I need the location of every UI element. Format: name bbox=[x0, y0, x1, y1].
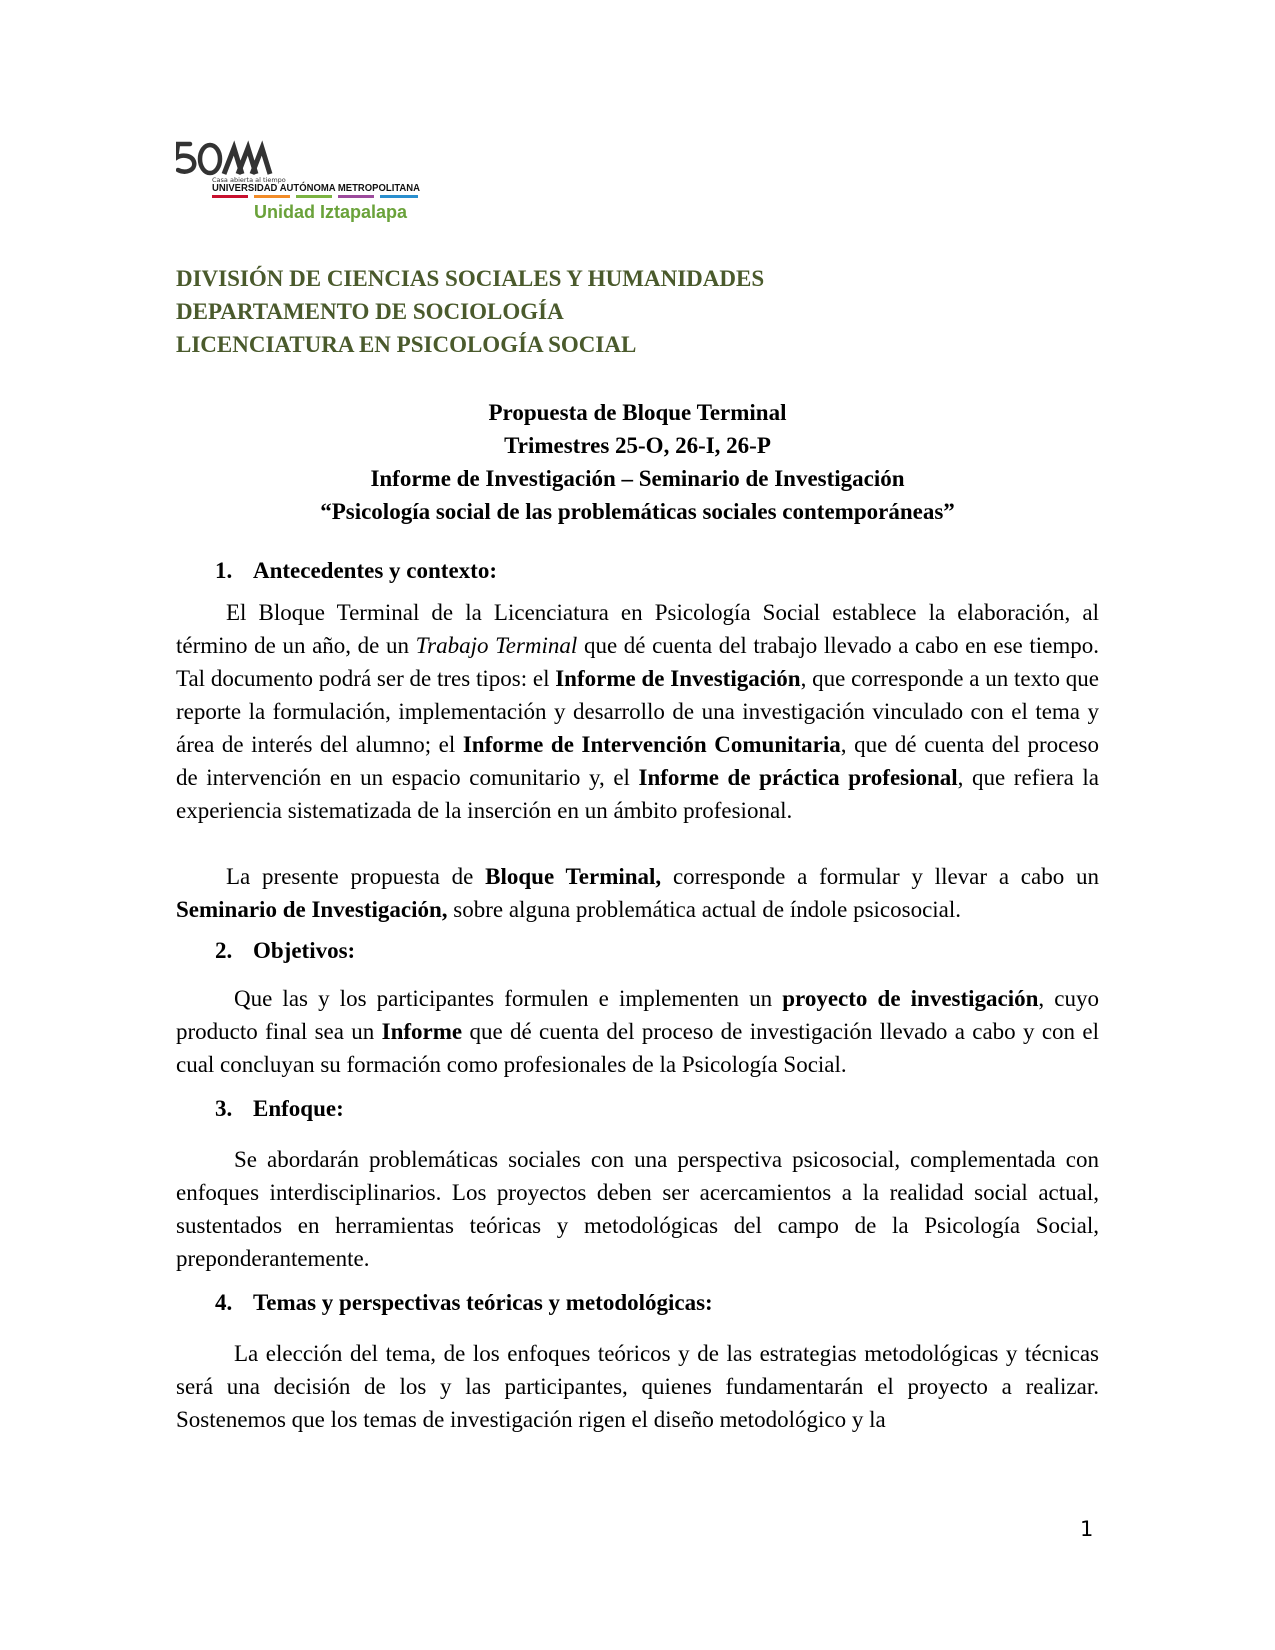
section-heading: 3. Enfoque: bbox=[215, 1096, 344, 1121]
logo-campus-name: Unidad Iztapalapa bbox=[254, 202, 408, 222]
paragraph: La presente propuesta de Bloque Terminal, corresponde a formular y llevar a cabo un Seminario de Investigación, sobre alguna problemática actual de índole psicosocial. bbox=[176, 864, 1100, 922]
paragraph: Se abordarán problemáticas sociales con una perspectiva psicosocial, complementada con enfoques interdisciplinarios. Los proyectos deben ser acercamientos a la realidad social actual, sustentados en herramientas teóricas y metodológicas del campo de la Psicología Social, preponderantemente. bbox=[176, 1147, 1099, 1271]
logo-university-name: UNIVERSIDAD AUTÓNOMA METROPOLITANA bbox=[212, 183, 432, 194]
section-heading: 4. Temas y perspectivas teóricas y metodológicas: bbox=[215, 1290, 713, 1315]
uam-logo bbox=[176, 140, 436, 235]
proposal-theme: “Psicología social de las problemáticas sociales contemporáneas” bbox=[320, 499, 955, 524]
division-name: DIVISIÓN DE CIENCIAS SOCIALES Y HUMANIDADES bbox=[176, 266, 765, 291]
proposal-terms: Trimestres 25-O, 26-I, 26-P bbox=[504, 433, 771, 458]
division-header bbox=[176, 262, 764, 361]
proposal-title-block bbox=[176, 396, 1099, 528]
logo-tagline: Casa abierta al tiempo bbox=[212, 176, 286, 184]
page-number: 1 bbox=[1080, 1517, 1094, 1541]
proposal-type: Informe de Investigación – Seminario de Investigación bbox=[370, 466, 905, 491]
uam-logo-graphic bbox=[176, 140, 436, 235]
department-name: DEPARTAMENTO DE SOCIOLOGÍA bbox=[176, 299, 564, 324]
proposal-title: Propuesta de Bloque Terminal bbox=[488, 400, 787, 425]
section-heading: 2. Objetivos: bbox=[215, 938, 356, 963]
paragraph: Que las y los participantes formulen e implementen un proyecto de investigación, cuyo producto final sea un Informe que dé cuenta del proceso de investigación llevado a cabo y con el cual concluyan su formación como profesionales de la Psicología Social. bbox=[176, 986, 1099, 1077]
section-heading: 1. Antecedentes y contexto: bbox=[215, 558, 497, 583]
program-name: LICENCIATURA EN PSICOLOGÍA SOCIAL bbox=[176, 332, 637, 357]
paragraph: El Bloque Terminal de la Licenciatura en Psicología Social establece la elaboración, al término de un año, de un Trabajo Terminal que dé cuenta del trabajo llevado a cabo en ese tiempo. Tal documento podrá ser de tres tipos: el Informe de Investigación, que corresponde a un texto que reporte la formulación, implementación y desarrollo de una investigación vinculado con el tema y área de interés del alumno; el Informe de Intervención Comunitaria, que dé cuenta del proceso de intervención en un espacio comunitario y, el Informe de práctica profesional, que refiera la experiencia sistematizada de la inserción en un ámbito profesional. bbox=[176, 600, 1100, 823]
paragraph: La elección del tema, de los enfoques teóricos y de las estrategias metodológicas y técnicas será una decisión de los y las participantes, quienes fundamentarán el proyecto a realizar. Sostenemos que los temas de investigación rigen el diseño metodológico y la bbox=[176, 1341, 1099, 1432]
